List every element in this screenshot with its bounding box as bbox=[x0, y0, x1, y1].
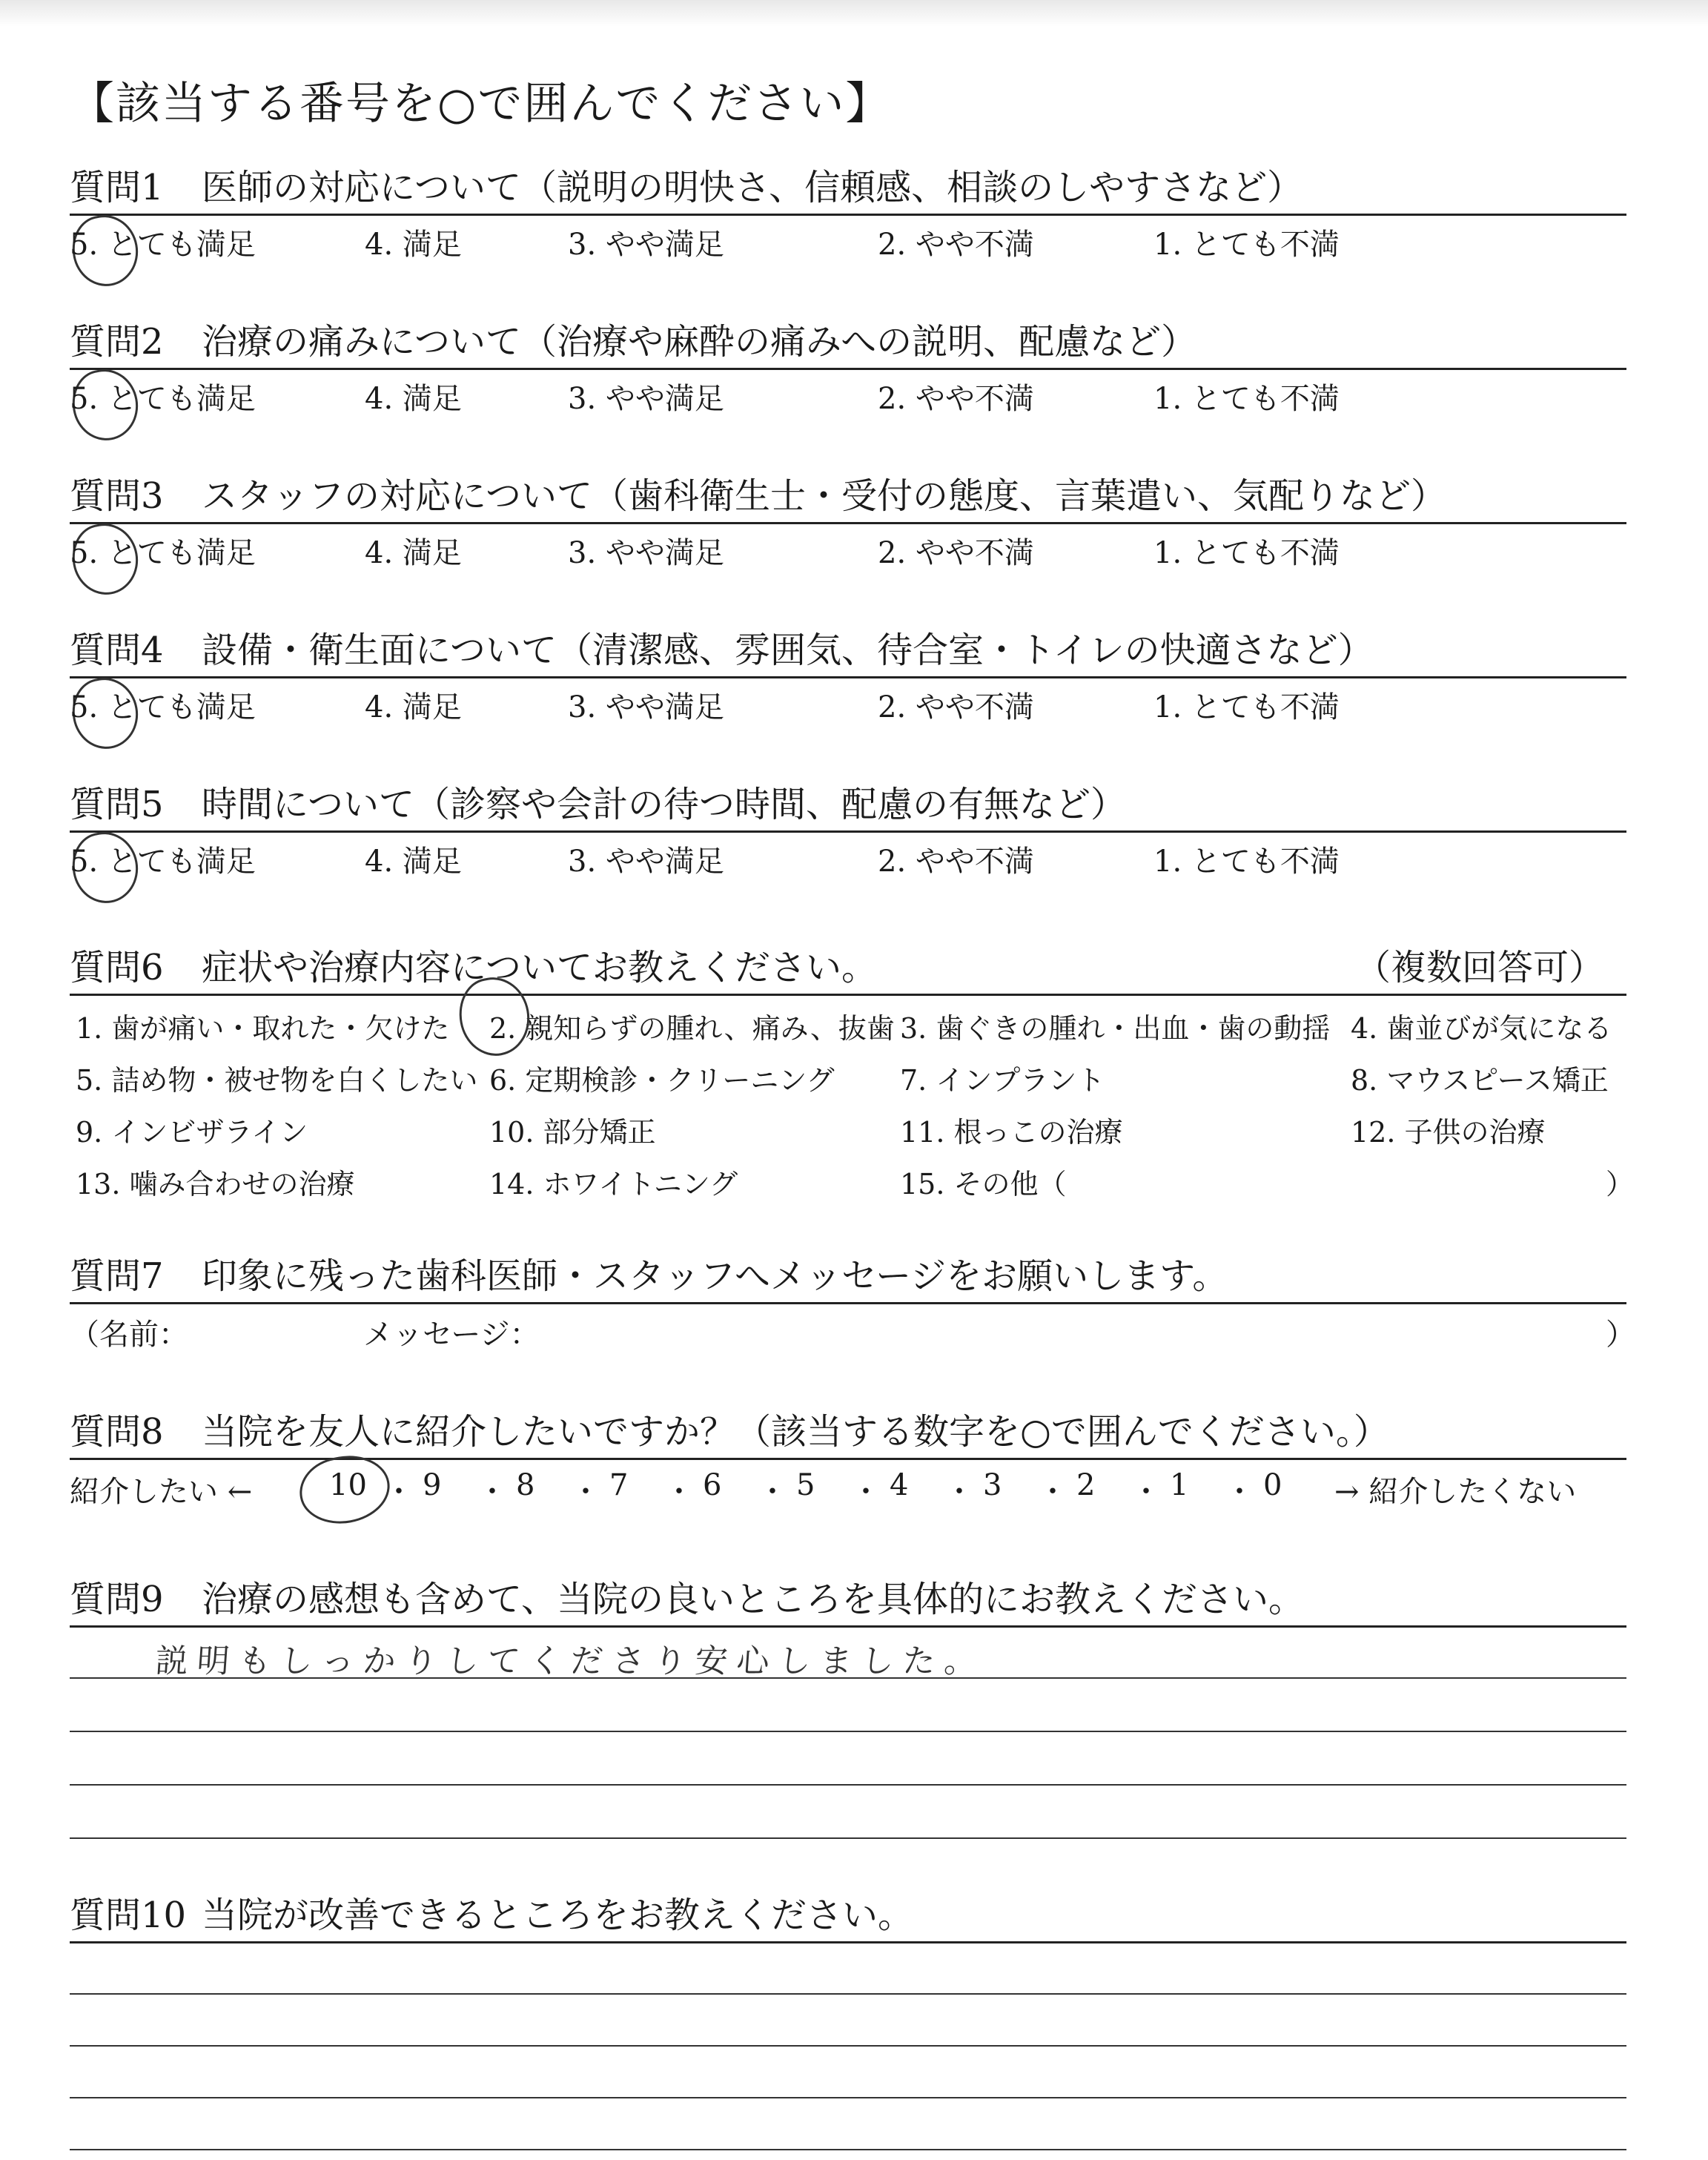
question-8-rule bbox=[70, 1458, 1626, 1460]
question-rule bbox=[70, 522, 1626, 524]
scale-value[interactable]: 8 bbox=[516, 1468, 535, 1502]
scale-value[interactable]: 7 bbox=[609, 1468, 629, 1502]
rating-option[interactable]: 4. 満足 bbox=[365, 845, 462, 879]
symptom-option[interactable]: 2. 親知らずの腫れ、痛み、抜歯 bbox=[489, 1012, 895, 1045]
recommend-right-label: → 紹介したくない bbox=[1334, 1475, 1577, 1509]
scale-separator: ・ bbox=[571, 1475, 600, 1509]
scale-separator: ・ bbox=[851, 1475, 881, 1509]
question-number: 質問1 bbox=[70, 167, 164, 208]
symptom-option[interactable]: 10. 部分矯正 bbox=[489, 1116, 656, 1149]
rating-options bbox=[70, 841, 1626, 882]
scale-value[interactable]: 0 bbox=[1263, 1468, 1282, 1502]
question-7-rule bbox=[70, 1302, 1626, 1304]
recommend-left-label: 紹介したい ← bbox=[70, 1475, 253, 1509]
question-2 bbox=[70, 317, 1626, 366]
scale-separator: ・ bbox=[384, 1475, 414, 1509]
scale-separator: ・ bbox=[1225, 1475, 1254, 1509]
question-number: 質問3 bbox=[70, 475, 164, 517]
rating-option[interactable]: 1. とても不満 bbox=[1153, 536, 1340, 570]
selection-circle bbox=[294, 1449, 395, 1530]
rating-option[interactable]: 3. やや満足 bbox=[568, 382, 724, 416]
answer-line bbox=[70, 2045, 1626, 2047]
question-6-rule bbox=[70, 994, 1626, 996]
rating-option[interactable]: 1. とても不満 bbox=[1153, 382, 1340, 416]
answer-line bbox=[70, 2149, 1626, 2150]
question-4 bbox=[70, 626, 1626, 675]
scale-separator: ・ bbox=[944, 1475, 974, 1509]
question-text: 治療の痛みについて（治療や麻酔の痛みへの説明、配慮など） bbox=[202, 321, 1197, 363]
question-9-number: 質問9 bbox=[70, 1579, 164, 1620]
rating-option[interactable]: 4. 満足 bbox=[365, 690, 462, 724]
rating-options bbox=[70, 687, 1626, 728]
rating-option[interactable]: 3. やや満足 bbox=[568, 228, 724, 262]
question-rule bbox=[70, 830, 1626, 833]
question-9-handwritten-answer: 説明もしっかりしてくださり安心しました。 bbox=[153, 1642, 987, 1680]
answer-line bbox=[70, 1677, 1626, 1679]
question-10-rule bbox=[70, 1941, 1626, 1943]
question-text: 医師の対応について（説明の明快さ、信頼感、相談のしやすさなど） bbox=[202, 167, 1303, 208]
symptom-option[interactable]: 15. その他（ bbox=[900, 1168, 1067, 1200]
scale-value[interactable]: 2 bbox=[1076, 1468, 1096, 1502]
question-8-text: 当院を友人に紹介したいですか？（該当する数字を○で囲んでください。） bbox=[202, 1411, 1389, 1453]
question-text: スタッフの対応について（歯科衛生士・受付の態度、言葉遣い、気配りなど） bbox=[202, 475, 1447, 517]
scale-separator: ・ bbox=[477, 1475, 507, 1509]
rating-option[interactable]: 5. とても満足 bbox=[70, 536, 256, 570]
question-9-rule bbox=[70, 1625, 1626, 1628]
rating-option[interactable]: 5. とても満足 bbox=[70, 228, 256, 262]
scale-separator: ・ bbox=[1131, 1475, 1161, 1509]
scale-separator: ・ bbox=[1038, 1475, 1068, 1509]
scale-separator: ・ bbox=[758, 1475, 787, 1509]
question-6 bbox=[70, 943, 1626, 992]
rating-option[interactable]: 1. とても不満 bbox=[1153, 228, 1340, 262]
question-8-number: 質問8 bbox=[70, 1411, 164, 1453]
question-10-text: 当院が改善できるところをお教えください。 bbox=[202, 1895, 914, 1936]
rating-option[interactable]: 4. 満足 bbox=[365, 536, 462, 570]
rating-option[interactable]: 5. とても満足 bbox=[70, 382, 256, 416]
question-number: 質問2 bbox=[70, 321, 164, 363]
message-close: ） bbox=[1606, 1318, 1635, 1352]
rating-option[interactable]: 2. やや不満 bbox=[878, 228, 1034, 262]
scale-value[interactable]: 1 bbox=[1170, 1468, 1189, 1502]
rating-option[interactable]: 3. やや満足 bbox=[568, 690, 724, 724]
question-number: 質問5 bbox=[70, 784, 164, 825]
rating-option[interactable]: 1. とても不満 bbox=[1153, 690, 1340, 724]
question-rule bbox=[70, 368, 1626, 370]
symptom-option[interactable]: 3. 歯ぐきの腫れ・出血・歯の動揺 bbox=[900, 1012, 1331, 1045]
question-rule bbox=[70, 214, 1626, 216]
rating-option[interactable]: 2. やや不満 bbox=[878, 845, 1034, 879]
rating-option[interactable]: 2. やや不満 bbox=[878, 382, 1034, 416]
rating-option[interactable]: 5. とても満足 bbox=[70, 845, 256, 879]
rating-option[interactable]: 5. とても満足 bbox=[70, 690, 256, 724]
question-6-text: 症状や治療内容についてお教えください。 bbox=[202, 947, 878, 988]
symptom-option[interactable]: 4. 歯並びが気になる bbox=[1351, 1012, 1612, 1045]
symptom-option[interactable]: 8. マウスピース矯正 bbox=[1351, 1064, 1609, 1097]
symptom-option[interactable]: 13. 噛み合わせの治療 bbox=[76, 1168, 355, 1200]
symptom-option: ） bbox=[1606, 1168, 1635, 1200]
rating-options bbox=[70, 378, 1626, 420]
question-10 bbox=[70, 1891, 1626, 1940]
rating-options bbox=[70, 532, 1626, 574]
symptom-option[interactable]: 7. インプラント bbox=[900, 1064, 1105, 1097]
scale-value[interactable]: 5 bbox=[796, 1468, 815, 1502]
question-text: 設備・衛生面について（清潔感、雰囲気、待合室・トイレの快適さなど） bbox=[202, 630, 1374, 671]
question-8 bbox=[70, 1407, 1626, 1456]
symptom-option[interactable]: 6. 定期検診・クリーニング bbox=[489, 1064, 835, 1097]
scale-separator: ・ bbox=[664, 1475, 694, 1509]
scale-value[interactable]: 3 bbox=[983, 1468, 1002, 1502]
question-9-text: 治療の感想も含めて、当院の良いところを具体的にお教えください。 bbox=[202, 1579, 1305, 1620]
question-1 bbox=[70, 163, 1626, 212]
question-7-text: 印象に残った歯科医師・スタッフへメッセージをお願いします。 bbox=[202, 1255, 1228, 1297]
rating-option[interactable]: 3. やや満足 bbox=[568, 845, 724, 879]
answer-line bbox=[70, 2097, 1626, 2098]
symptom-option[interactable]: 11. 根っこの治療 bbox=[900, 1116, 1123, 1149]
symptom-option[interactable]: 14. ホワイトニング bbox=[489, 1168, 738, 1200]
question-6-note: （複数回答可） bbox=[1354, 947, 1604, 988]
answer-line bbox=[70, 1837, 1626, 1839]
form-title: 【該当する番号を○で囲んでください】 bbox=[70, 78, 892, 130]
question-6-header bbox=[70, 943, 1626, 992]
question-3 bbox=[70, 472, 1626, 521]
answer-line bbox=[70, 1993, 1626, 1995]
symptom-option[interactable]: 9. インビザライン bbox=[76, 1116, 308, 1149]
scan-edge bbox=[0, 0, 1708, 27]
answer-line bbox=[70, 1731, 1626, 1732]
symptom-option[interactable]: 12. 子供の治療 bbox=[1351, 1116, 1546, 1149]
rating-option[interactable]: 4. 満足 bbox=[365, 228, 462, 262]
question-9 bbox=[70, 1575, 1626, 1624]
rating-option[interactable]: 1. とても不満 bbox=[1153, 845, 1340, 879]
scale-value[interactable]: 10 bbox=[329, 1468, 367, 1502]
message-label: メッセージ： bbox=[363, 1318, 540, 1352]
rating-option[interactable]: 3. やや満足 bbox=[568, 536, 724, 570]
scale-value[interactable]: 4 bbox=[890, 1468, 909, 1502]
symptom-option[interactable]: 1. 歯が痛い・取れた・欠けた bbox=[76, 1012, 450, 1045]
question-5 bbox=[70, 780, 1626, 829]
name-label: （名前： bbox=[70, 1318, 188, 1352]
question-rule bbox=[70, 676, 1626, 678]
scale-value[interactable]: 9 bbox=[423, 1468, 442, 1502]
question-6-number: 質問6 bbox=[70, 947, 164, 988]
scale-value[interactable]: 6 bbox=[703, 1468, 722, 1502]
rating-option[interactable]: 2. やや不満 bbox=[878, 536, 1034, 570]
answer-line bbox=[70, 1784, 1626, 1786]
rating-options bbox=[70, 224, 1626, 265]
question-text: 時間について（診察や会計の待つ時間、配慮の有無など） bbox=[202, 784, 1127, 825]
question-10-number: 質問10 bbox=[70, 1895, 187, 1936]
question-number: 質問4 bbox=[70, 630, 164, 671]
rating-option[interactable]: 4. 満足 bbox=[365, 382, 462, 416]
rating-option[interactable]: 2. やや不満 bbox=[878, 690, 1034, 724]
symptom-option[interactable]: 5. 詰め物・被せ物を白くしたい bbox=[76, 1064, 478, 1097]
question-7-number: 質問7 bbox=[70, 1255, 164, 1297]
question-7 bbox=[70, 1252, 1626, 1301]
